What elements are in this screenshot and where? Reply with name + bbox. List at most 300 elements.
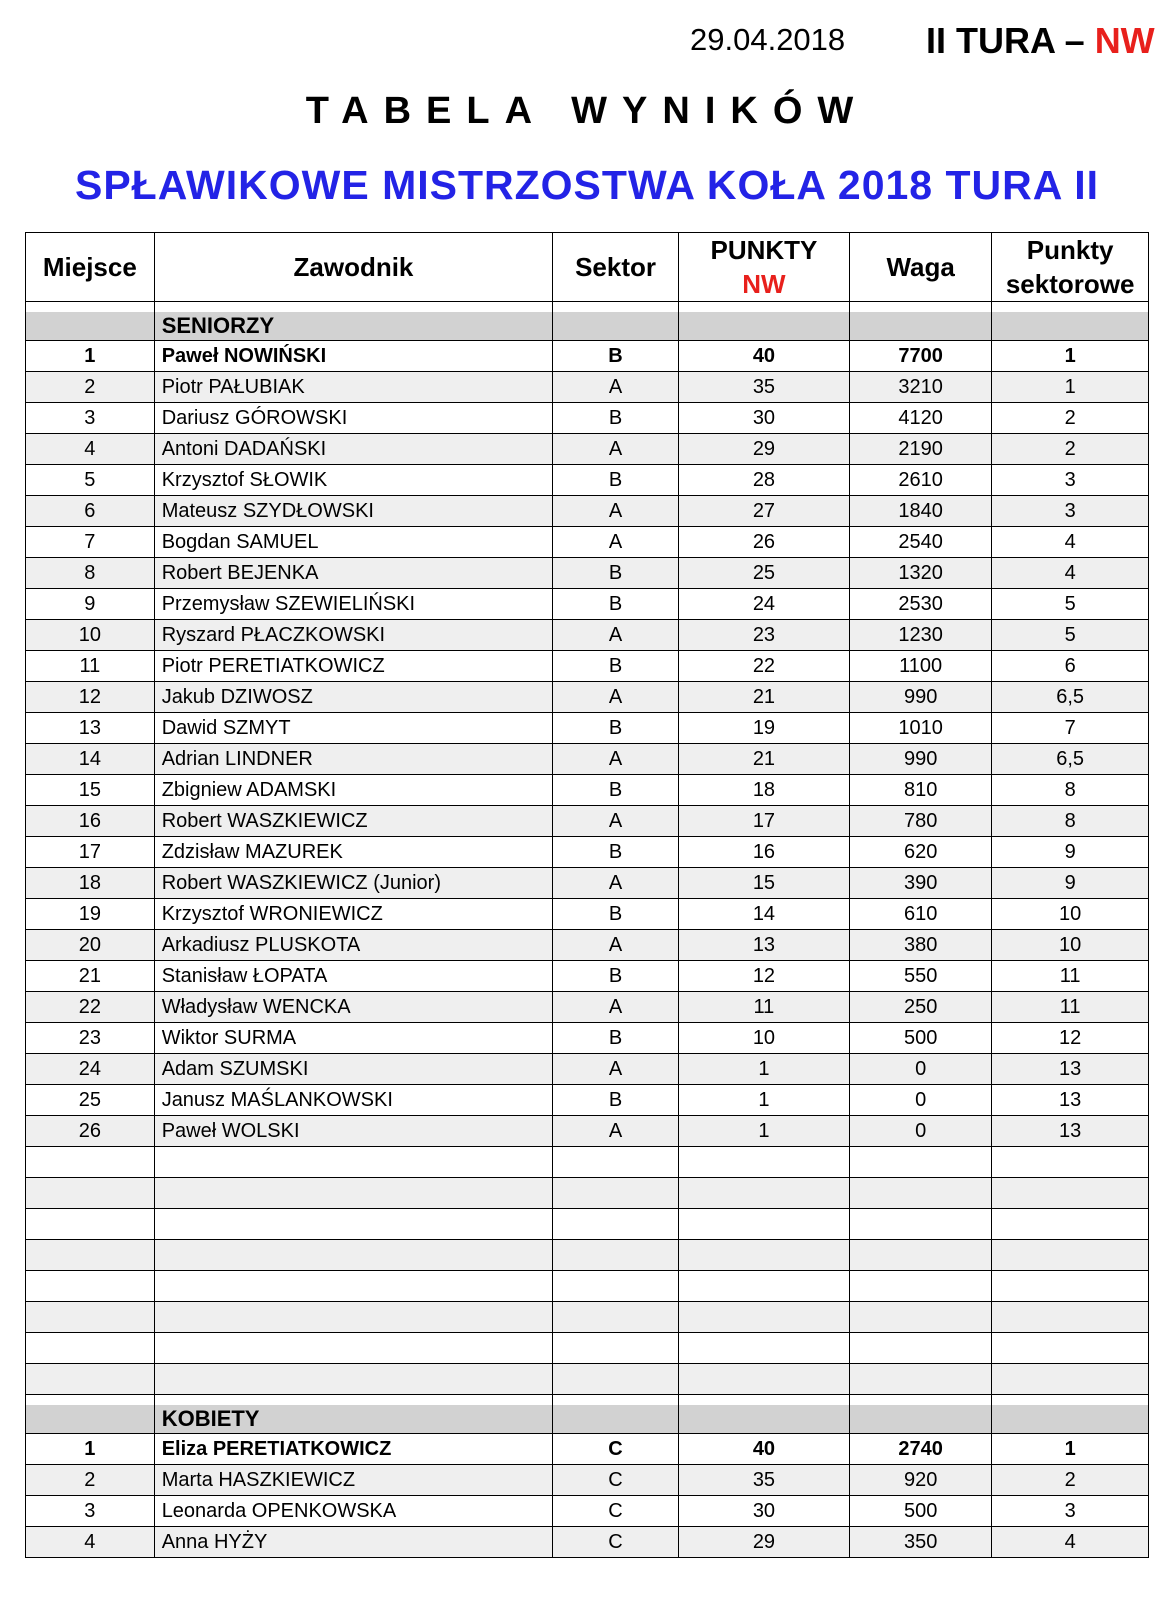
empty-cell <box>154 1178 553 1209</box>
results-table <box>25 232 1149 1558</box>
cell-sector-points: 5 <box>992 589 1149 620</box>
cell-sector-points: 10 <box>992 899 1149 930</box>
table-row <box>26 403 1149 434</box>
cell-sector-points: 6 <box>992 651 1149 682</box>
cell-points: 35 <box>678 372 849 403</box>
section-header-cell <box>850 312 992 341</box>
cell-place: 7 <box>26 527 155 558</box>
empty-cell <box>992 1302 1149 1333</box>
cell-sector-points: 1 <box>992 341 1149 372</box>
cell-sector-points: 8 <box>992 775 1149 806</box>
cell-place: 8 <box>26 558 155 589</box>
cell-weight: 4120 <box>850 403 992 434</box>
cell-sector: A <box>553 496 679 527</box>
cell-place: 2 <box>26 1465 155 1496</box>
cell-sector-points: 9 <box>992 837 1149 868</box>
cell-name: Zdzisław MAZUREK <box>154 837 553 868</box>
cell-weight: 350 <box>850 1527 992 1558</box>
sector-points-label-2: sektorowe <box>1005 269 1135 299</box>
cell-points: 26 <box>678 527 849 558</box>
document-title: TABELA WYNIKÓW <box>305 90 869 132</box>
cell-sector-points: 7 <box>992 713 1149 744</box>
points-label: PUNKTY <box>710 235 818 265</box>
table-row <box>26 620 1149 651</box>
cell-place: 17 <box>26 837 155 868</box>
cell-name: Krzysztof WRONIEWICZ <box>154 899 553 930</box>
round-suffix: NW <box>1094 20 1155 61</box>
cell-sector-points: 1 <box>992 1434 1149 1465</box>
cell-sector: B <box>553 341 679 372</box>
empty-cell <box>678 1147 849 1178</box>
empty-cell <box>850 1364 992 1395</box>
cell-sector: A <box>553 1054 679 1085</box>
cell-sector-points: 6,5 <box>992 682 1149 713</box>
empty-cell <box>678 1271 849 1302</box>
cell-weight: 500 <box>850 1023 992 1054</box>
section-header-cell <box>992 1405 1149 1434</box>
cell-sector-points: 4 <box>992 1527 1149 1558</box>
cell-sector: B <box>553 589 679 620</box>
cell-weight: 990 <box>850 682 992 713</box>
table-row <box>26 682 1149 713</box>
cell-weight: 390 <box>850 868 992 899</box>
cell-name: Mateusz SZYDŁOWSKI <box>154 496 553 527</box>
empty-cell <box>850 1240 992 1271</box>
cell-place: 1 <box>26 1434 155 1465</box>
cell-points: 24 <box>678 589 849 620</box>
cell-weight: 250 <box>850 992 992 1023</box>
cell-place: 18 <box>26 868 155 899</box>
section-header-cell <box>553 1405 679 1434</box>
cell-points: 1 <box>678 1116 849 1147</box>
empty-cell <box>553 1147 679 1178</box>
cell-points: 19 <box>678 713 849 744</box>
empty-cell <box>26 1302 155 1333</box>
cell-sector: A <box>553 1116 679 1147</box>
col-header-sector-points <box>992 233 1149 302</box>
cell-sector: A <box>553 372 679 403</box>
cell-points: 10 <box>678 1023 849 1054</box>
section-header-cell <box>992 312 1149 341</box>
empty-cell <box>850 1302 992 1333</box>
cell-sector: A <box>553 744 679 775</box>
empty-cell <box>26 1147 155 1178</box>
table-row <box>26 1023 1149 1054</box>
empty-cell <box>678 1302 849 1333</box>
empty-cell <box>850 1395 992 1406</box>
empty-row <box>26 1302 1149 1333</box>
section-header-cell <box>678 1405 849 1434</box>
empty-row <box>26 1240 1149 1271</box>
cell-place: 14 <box>26 744 155 775</box>
cell-weight: 920 <box>850 1465 992 1496</box>
cell-points: 28 <box>678 465 849 496</box>
table-row <box>26 1496 1149 1527</box>
empty-cell <box>553 1209 679 1240</box>
empty-cell <box>992 1364 1149 1395</box>
cell-points: 23 <box>678 620 849 651</box>
empty-cell <box>26 302 155 313</box>
cell-name: Janusz MAŚLANKOWSKI <box>154 1085 553 1116</box>
empty-cell <box>26 1333 155 1364</box>
cell-sector: A <box>553 527 679 558</box>
cell-name: Piotr PERETIATKOWICZ <box>154 651 553 682</box>
cell-sector: B <box>553 465 679 496</box>
cell-points: 21 <box>678 744 849 775</box>
cell-points: 17 <box>678 806 849 837</box>
table-row <box>26 868 1149 899</box>
cell-sector-points: 1 <box>992 372 1149 403</box>
empty-cell <box>26 1395 155 1406</box>
empty-cell <box>992 1333 1149 1364</box>
cell-sector: B <box>553 961 679 992</box>
empty-cell <box>553 1178 679 1209</box>
cell-place: 26 <box>26 1116 155 1147</box>
empty-cell <box>678 1364 849 1395</box>
cell-sector-points: 3 <box>992 496 1149 527</box>
cell-name: Leonarda OPENKOWSKA <box>154 1496 553 1527</box>
cell-weight: 1100 <box>850 651 992 682</box>
competition-title: SPŁAWIKOWE MISTRZOSTWA KOŁA 2018 TURA II <box>74 162 1100 208</box>
section-header-cell <box>26 312 155 341</box>
empty-cell <box>992 1271 1149 1302</box>
cell-points: 27 <box>678 496 849 527</box>
results-body <box>26 302 1149 1558</box>
cell-place: 6 <box>26 496 155 527</box>
col-header-weight: Waga <box>850 233 992 302</box>
cell-weight: 2190 <box>850 434 992 465</box>
empty-cell <box>26 1364 155 1395</box>
cell-name: Adrian LINDNER <box>154 744 553 775</box>
cell-place: 10 <box>26 620 155 651</box>
cell-name: Zbigniew ADAMSKI <box>154 775 553 806</box>
cell-weight: 3210 <box>850 372 992 403</box>
section-spacer-row <box>26 302 1149 313</box>
cell-sector: B <box>553 1023 679 1054</box>
cell-sector-points: 2 <box>992 403 1149 434</box>
cell-place: 24 <box>26 1054 155 1085</box>
cell-sector-points: 13 <box>992 1085 1149 1116</box>
cell-name: Antoni DADAŃSKI <box>154 434 553 465</box>
cell-place: 13 <box>26 713 155 744</box>
table-row <box>26 961 1149 992</box>
cell-sector: A <box>553 806 679 837</box>
cell-place: 22 <box>26 992 155 1023</box>
col-header-place: Miejsce <box>26 233 155 302</box>
cell-points: 1 <box>678 1085 849 1116</box>
section-header-cell <box>553 312 679 341</box>
cell-place: 3 <box>26 403 155 434</box>
cell-place: 19 <box>26 899 155 930</box>
cell-sector: A <box>553 620 679 651</box>
empty-cell <box>992 302 1149 313</box>
cell-place: 20 <box>26 930 155 961</box>
table-row <box>26 992 1149 1023</box>
empty-cell <box>678 1178 849 1209</box>
table-row <box>26 1085 1149 1116</box>
empty-row <box>26 1333 1149 1364</box>
cell-name: Ryszard PŁACZKOWSKI <box>154 620 553 651</box>
empty-cell <box>678 1395 849 1406</box>
cell-points: 13 <box>678 930 849 961</box>
cell-name: Robert WASZKIEWICZ <box>154 806 553 837</box>
cell-place: 21 <box>26 961 155 992</box>
cell-sector-points: 4 <box>992 558 1149 589</box>
cell-points: 14 <box>678 899 849 930</box>
cell-name: Dawid SZMYT <box>154 713 553 744</box>
table-row <box>26 1465 1149 1496</box>
cell-points: 21 <box>678 682 849 713</box>
cell-weight: 7700 <box>850 341 992 372</box>
empty-cell <box>154 1333 553 1364</box>
cell-sector: B <box>553 837 679 868</box>
cell-sector: B <box>553 651 679 682</box>
empty-cell <box>154 1395 553 1406</box>
empty-cell <box>154 302 553 313</box>
cell-weight: 550 <box>850 961 992 992</box>
empty-cell <box>26 1178 155 1209</box>
cell-name: Paweł WOLSKI <box>154 1116 553 1147</box>
table-row <box>26 744 1149 775</box>
cell-weight: 1320 <box>850 558 992 589</box>
cell-sector: C <box>553 1465 679 1496</box>
empty-cell <box>553 1240 679 1271</box>
cell-sector: B <box>553 403 679 434</box>
table-row <box>26 806 1149 837</box>
cell-place: 11 <box>26 651 155 682</box>
cell-name: Piotr PAŁUBIAK <box>154 372 553 403</box>
cell-weight: 2540 <box>850 527 992 558</box>
cell-name: Władysław WENCKA <box>154 992 553 1023</box>
cell-sector-points: 12 <box>992 1023 1149 1054</box>
cell-weight: 1840 <box>850 496 992 527</box>
cell-weight: 2530 <box>850 589 992 620</box>
table-row <box>26 713 1149 744</box>
cell-points: 11 <box>678 992 849 1023</box>
cell-name: Bogdan SAMUEL <box>154 527 553 558</box>
round-prefix: II TURA – <box>926 20 1095 61</box>
empty-cell <box>26 1271 155 1302</box>
cell-weight: 1010 <box>850 713 992 744</box>
empty-cell <box>26 1240 155 1271</box>
table-row <box>26 1527 1149 1558</box>
points-nw-label: NW <box>742 269 786 299</box>
table-row <box>26 558 1149 589</box>
cell-points: 40 <box>678 341 849 372</box>
empty-cell <box>553 302 679 313</box>
cell-weight: 1230 <box>850 620 992 651</box>
cell-points: 30 <box>678 403 849 434</box>
round-label <box>926 20 1155 62</box>
cell-weight: 2610 <box>850 465 992 496</box>
cell-name: Dariusz GÓROWSKI <box>154 403 553 434</box>
empty-cell <box>678 1333 849 1364</box>
cell-sector: A <box>553 434 679 465</box>
cell-weight: 0 <box>850 1054 992 1085</box>
empty-cell <box>553 1302 679 1333</box>
empty-cell <box>26 1209 155 1240</box>
cell-name: Anna HYŻY <box>154 1527 553 1558</box>
cell-name: Stanisław ŁOPATA <box>154 961 553 992</box>
empty-cell <box>154 1240 553 1271</box>
cell-points: 12 <box>678 961 849 992</box>
section-header-cell <box>26 1405 155 1434</box>
cell-weight: 620 <box>850 837 992 868</box>
empty-cell <box>553 1333 679 1364</box>
cell-sector-points: 3 <box>992 465 1149 496</box>
empty-cell <box>992 1209 1149 1240</box>
cell-sector: C <box>553 1434 679 1465</box>
empty-row <box>26 1364 1149 1395</box>
cell-weight: 2740 <box>850 1434 992 1465</box>
cell-sector: A <box>553 868 679 899</box>
empty-cell <box>678 1240 849 1271</box>
cell-weight: 610 <box>850 899 992 930</box>
sector-points-label-1: Punkty <box>1026 235 1114 265</box>
cell-name: Przemysław SZEWIELIŃSKI <box>154 589 553 620</box>
table-row <box>26 434 1149 465</box>
cell-sector-points: 3 <box>992 1496 1149 1527</box>
cell-name: Robert BEJENKA <box>154 558 553 589</box>
cell-place: 9 <box>26 589 155 620</box>
empty-cell <box>992 1147 1149 1178</box>
cell-sector: A <box>553 930 679 961</box>
cell-weight: 0 <box>850 1085 992 1116</box>
section-spacer-row <box>26 1395 1149 1406</box>
empty-cell <box>850 1209 992 1240</box>
cell-points: 1 <box>678 1054 849 1085</box>
cell-weight: 0 <box>850 1116 992 1147</box>
cell-sector-points: 2 <box>992 434 1149 465</box>
empty-cell <box>850 1178 992 1209</box>
cell-sector: A <box>553 682 679 713</box>
header-row <box>26 233 1149 302</box>
section-header-cell <box>678 312 849 341</box>
report-date: 29.04.2018 <box>690 22 846 57</box>
cell-points: 16 <box>678 837 849 868</box>
section-header-cell <box>850 1405 992 1434</box>
cell-points: 30 <box>678 1496 849 1527</box>
cell-sector: C <box>553 1496 679 1527</box>
cell-sector: C <box>553 1527 679 1558</box>
cell-sector: B <box>553 899 679 930</box>
empty-row <box>26 1271 1149 1302</box>
cell-sector-points: 5 <box>992 620 1149 651</box>
empty-cell <box>992 1395 1149 1406</box>
empty-cell <box>992 1240 1149 1271</box>
cell-sector-points: 4 <box>992 527 1149 558</box>
empty-row <box>26 1147 1149 1178</box>
cell-place: 4 <box>26 434 155 465</box>
cell-name: Marta HASZKIEWICZ <box>154 1465 553 1496</box>
cell-name: Robert WASZKIEWICZ (Junior) <box>154 868 553 899</box>
cell-points: 35 <box>678 1465 849 1496</box>
empty-cell <box>154 1364 553 1395</box>
empty-cell <box>850 1147 992 1178</box>
table-row <box>26 1054 1149 1085</box>
cell-sector-points: 13 <box>992 1116 1149 1147</box>
table-row <box>26 1434 1149 1465</box>
cell-points: 18 <box>678 775 849 806</box>
col-header-name: Zawodnik <box>154 233 553 302</box>
section-header-row <box>26 1405 1149 1434</box>
empty-cell <box>850 1271 992 1302</box>
empty-cell <box>154 1209 553 1240</box>
empty-row <box>26 1209 1149 1240</box>
cell-weight: 780 <box>850 806 992 837</box>
col-header-points <box>678 233 849 302</box>
table-row <box>26 589 1149 620</box>
cell-sector-points: 10 <box>992 930 1149 961</box>
cell-name: Adam SZUMSKI <box>154 1054 553 1085</box>
empty-cell <box>553 1364 679 1395</box>
cell-sector-points: 2 <box>992 1465 1149 1496</box>
empty-cell <box>154 1147 553 1178</box>
cell-place: 2 <box>26 372 155 403</box>
section-label: KOBIETY <box>154 1405 553 1434</box>
cell-points: 40 <box>678 1434 849 1465</box>
section-label: SENIORZY <box>154 312 553 341</box>
cell-place: 4 <box>26 1527 155 1558</box>
cell-sector: B <box>553 713 679 744</box>
empty-cell <box>850 302 992 313</box>
cell-place: 12 <box>26 682 155 713</box>
cell-sector: B <box>553 1085 679 1116</box>
cell-weight: 500 <box>850 1496 992 1527</box>
cell-weight: 990 <box>850 744 992 775</box>
table-row <box>26 465 1149 496</box>
empty-cell <box>992 1178 1149 1209</box>
cell-name: Paweł NOWIŃSKI <box>154 341 553 372</box>
cell-points: 29 <box>678 1527 849 1558</box>
table-row <box>26 496 1149 527</box>
empty-cell <box>553 1395 679 1406</box>
cell-name: Krzysztof SŁOWIK <box>154 465 553 496</box>
cell-place: 25 <box>26 1085 155 1116</box>
empty-cell <box>154 1302 553 1333</box>
table-row <box>26 1116 1149 1147</box>
cell-place: 3 <box>26 1496 155 1527</box>
cell-sector-points: 8 <box>992 806 1149 837</box>
cell-name: Jakub DZIWOSZ <box>154 682 553 713</box>
cell-sector-points: 6,5 <box>992 744 1149 775</box>
table-row <box>26 775 1149 806</box>
table-row <box>26 930 1149 961</box>
empty-row <box>26 1178 1149 1209</box>
empty-cell <box>850 1333 992 1364</box>
cell-name: Wiktor SURMA <box>154 1023 553 1054</box>
empty-cell <box>678 302 849 313</box>
cell-name: Eliza PERETIATKOWICZ <box>154 1434 553 1465</box>
cell-weight: 380 <box>850 930 992 961</box>
cell-sector: B <box>553 558 679 589</box>
cell-place: 23 <box>26 1023 155 1054</box>
table-row <box>26 341 1149 372</box>
cell-sector-points: 9 <box>992 868 1149 899</box>
empty-cell <box>553 1271 679 1302</box>
cell-place: 16 <box>26 806 155 837</box>
cell-place: 1 <box>26 341 155 372</box>
cell-points: 15 <box>678 868 849 899</box>
cell-place: 15 <box>26 775 155 806</box>
table-row <box>26 527 1149 558</box>
cell-place: 5 <box>26 465 155 496</box>
col-header-sector: Sektor <box>553 233 679 302</box>
cell-points: 29 <box>678 434 849 465</box>
table-row <box>26 651 1149 682</box>
cell-sector: B <box>553 775 679 806</box>
table-row <box>26 899 1149 930</box>
